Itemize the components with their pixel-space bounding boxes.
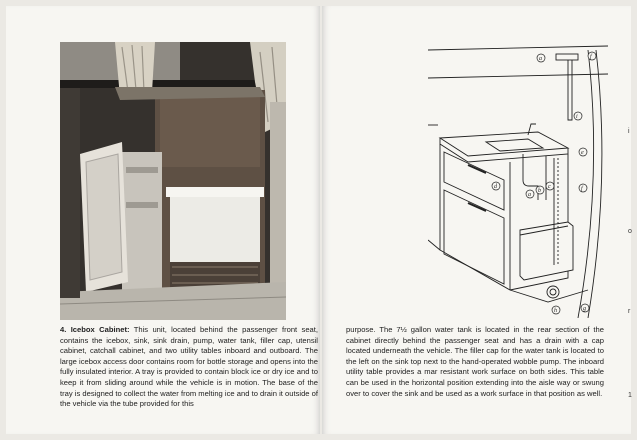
callout-b: b bbox=[538, 188, 541, 194]
callout-d: d bbox=[494, 184, 497, 190]
callout-c: c bbox=[548, 184, 551, 190]
icebox-photo bbox=[60, 42, 286, 320]
callout-g: g bbox=[583, 306, 586, 312]
cabinet-diagram bbox=[428, 40, 608, 318]
callout-f-top: f bbox=[590, 54, 592, 60]
callout-h: h bbox=[554, 308, 557, 314]
callout-e: e bbox=[581, 150, 584, 156]
callout-a: a bbox=[528, 192, 531, 198]
caption-heading: 4. Icebox Cabinet: bbox=[60, 325, 130, 334]
caption-body: This unit, located behind the passenger front seat, contains the icebox, sink, sink drain, pump, water tank, filler cap, utensil cabinet, catchall cabinet, and two utility tables inboard and outboard. The large icebox access door contains room for bottle storage and opens into the fully insulated interior. A tray is provided to contain block ice or dry ice and to keep it from sliding around while the vehicle is in motion. The base of the tray is designed to collect the water from melting ice and to drain it outside of the vehicle via the tube provided for this bbox=[60, 325, 318, 409]
callout-i: i bbox=[576, 114, 578, 120]
callout-a-top: a bbox=[539, 56, 542, 62]
right-body-text: purpose. The 7½ gallon water tank is located in the rear section of the cabinet directly behind the passenger seat and has a drain with a cap located underneath the vehicle. The filler cap for the water tank is located to the left on the sink top next to the hand-operated wobble pump. The inboard utility table provides a mar resistant work surface on both sides. This table can be used in the horizontal position extending into the aisle way or swung over to cover the sink and be used as a work surface in that position as well. bbox=[346, 325, 604, 398]
edge-mark-3: r bbox=[628, 308, 631, 315]
callout-f: f bbox=[581, 186, 583, 192]
icebox-caption bbox=[60, 325, 318, 410]
edge-mark-4: 1 bbox=[628, 392, 632, 399]
edge-mark-2: o bbox=[628, 228, 632, 235]
edge-mark-1: i bbox=[628, 128, 630, 135]
